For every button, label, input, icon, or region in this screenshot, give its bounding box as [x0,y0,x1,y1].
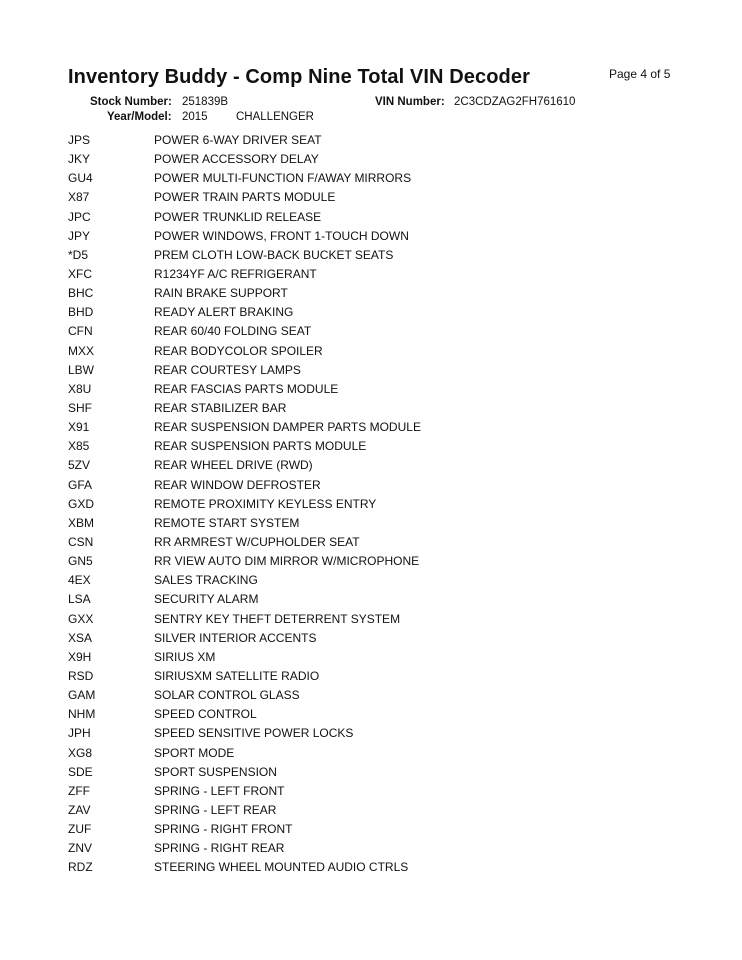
option-description: SOLAR CONTROL GLASS [154,688,300,703]
option-description: RR ARMREST W/CUPHOLDER SEAT [154,534,360,549]
option-description: RAIN BRAKE SUPPORT [154,286,288,301]
report-title: Inventory Buddy - Comp Nine Total VIN Decoder [68,66,530,88]
option-description: SPORT SUSPENSION [154,764,277,779]
list-item [68,533,688,552]
option-code: JPS [68,133,91,147]
list-item [68,476,688,495]
option-code: GU4 [68,171,93,186]
option-code: ZFF [68,783,90,798]
list-item [68,188,688,207]
option-code: MXX [68,343,95,358]
option-description: REAR WHEEL DRIVE (RWD) [154,458,313,473]
option-description: POWER TRUNKLID RELEASE [154,209,322,224]
option-code: X87 [68,190,90,205]
option-code: XG8 [68,745,93,760]
list-item [68,801,688,820]
option-code: X91 [68,420,90,435]
option-description: SALES TRACKING [154,573,258,588]
option-code: X85 [68,439,90,454]
stock-number-value: 251839B [182,96,229,108]
option-code: XSA [68,630,93,645]
option-description: SPRING - LEFT FRONT [154,783,285,798]
option-code: LSA [68,592,91,607]
option-code: XBM [68,515,95,530]
list-item [68,246,688,265]
list-item [68,858,688,877]
option-description: REAR FASCIAS PARTS MODULE [154,381,339,396]
option-description: SIRIUSXM SATELLITE RADIO [154,668,320,683]
list-item [68,820,688,839]
stock-number-label: Stock Number: [90,96,172,108]
list-item [68,629,688,648]
model-value: CHALLENGER [236,111,314,123]
option-code: *D5 [68,247,89,262]
list-item [68,131,688,150]
vin-number-value: 2C3CDZAG2FH761610 [454,96,576,108]
option-description: REMOTE START SYSTEM [154,515,300,530]
list-item [68,208,688,227]
option-code: GN5 [68,554,93,569]
option-description: REAR STABILIZER BAR [154,400,287,415]
option-description: R1234YF A/C REFRIGERANT [154,266,317,281]
option-description: REAR SUSPENSION PARTS MODULE [154,439,367,454]
option-description: POWER TRAIN PARTS MODULE [154,190,336,205]
option-code: LBW [68,362,95,377]
option-code: 5ZV [68,458,91,473]
option-description: POWER ACCESSORY DELAY [154,152,319,167]
option-code: JPY [68,228,91,243]
option-code: XFC [68,266,92,281]
stock-number-field [90,96,229,108]
year-model-label: Year/Model: [107,111,172,123]
year-value: 2015 [182,111,208,123]
list-item [68,552,688,571]
option-description: REAR BODYCOLOR SPOILER [154,343,323,358]
option-description: REMOTE PROXIMITY KEYLESS ENTRY [154,496,377,511]
list-item [68,342,688,361]
list-item [68,380,688,399]
list-item [68,284,688,303]
list-item [68,590,688,609]
option-code: SDE [68,764,93,779]
list-item [68,686,688,705]
list-item [68,610,688,629]
list-item [68,724,688,743]
option-description: REAR SUSPENSION DAMPER PARTS MODULE [154,420,421,435]
option-code: ZUF [68,822,92,837]
list-item [68,361,688,380]
option-code: CSN [68,534,94,549]
option-code: RDZ [68,860,93,875]
option-description: RR VIEW AUTO DIM MIRROR W/MICROPHONE [154,554,420,569]
option-description: SILVER INTERIOR ACCENTS [154,630,317,645]
option-description: SPEED CONTROL [154,707,257,722]
option-code: GXX [68,611,94,626]
list-item [68,648,688,667]
option-code: BHC [68,286,94,301]
list-item [68,322,688,341]
option-code: JPH [68,726,91,741]
list-item [68,456,688,475]
list-item [68,782,688,801]
list-item [68,667,688,686]
option-description: SPRING - RIGHT REAR [154,841,285,856]
option-code: GAM [68,688,96,703]
option-description: READY ALERT BRAKING [154,305,294,320]
option-code: X9H [68,649,92,664]
option-description: PREM CLOTH LOW-BACK BUCKET SEATS [154,247,394,262]
option-code: 4EX [68,573,91,588]
list-item [68,303,688,322]
list-item [68,150,688,169]
option-description: REAR COURTESY LAMPS [154,362,301,377]
list-item [68,495,688,514]
option-description: SIRIUS XM [154,649,216,664]
option-description: SPORT MODE [154,745,235,760]
option-description: SENTRY KEY THEFT DETERRENT SYSTEM [154,611,401,626]
option-description: POWER 6-WAY DRIVER SEAT [154,133,322,147]
option-description: SPRING - RIGHT FRONT [154,822,293,837]
option-code: NHM [68,707,96,722]
option-description: SECURITY ALARM [154,592,259,607]
list-item [68,437,688,456]
list-item [68,763,688,782]
list-item [68,571,688,590]
list-item [68,839,688,858]
option-code: ZAV [68,802,91,817]
option-description: REAR 60/40 FOLDING SEAT [154,324,312,339]
year-model-field [107,111,314,123]
option-description: POWER MULTI-FUNCTION F/AWAY MIRRORS [154,171,412,186]
option-code: ZNV [68,841,92,856]
option-code: CFN [68,324,93,339]
option-code: GFA [68,477,93,492]
page-number: Page 4 of 5 [609,67,671,81]
list-item [68,744,688,763]
list-item [68,418,688,437]
list-item [68,227,688,246]
list-item [68,169,688,188]
option-code: JKY [68,152,91,167]
option-description: SPEED SENSITIVE POWER LOCKS [154,726,354,741]
option-description: STEERING WHEEL MOUNTED AUDIO CTRLS [154,860,409,875]
option-code: SHF [68,400,92,415]
option-description: SPRING - LEFT REAR [154,802,277,817]
option-code: RSD [68,668,94,683]
option-code: X8U [68,381,92,396]
option-code: GXD [68,496,95,511]
list-item [68,705,688,724]
list-item [68,514,688,533]
option-code: JPC [68,209,91,224]
option-description: POWER WINDOWS, FRONT 1-TOUCH DOWN [154,228,409,243]
option-description: REAR WINDOW DEFROSTER [154,477,321,492]
list-item [68,265,688,284]
vin-number-label: VIN Number: [375,96,445,108]
vin-number-field [375,96,576,108]
list-item [68,399,688,418]
option-code: BHD [68,305,94,320]
options-list [68,131,688,877]
